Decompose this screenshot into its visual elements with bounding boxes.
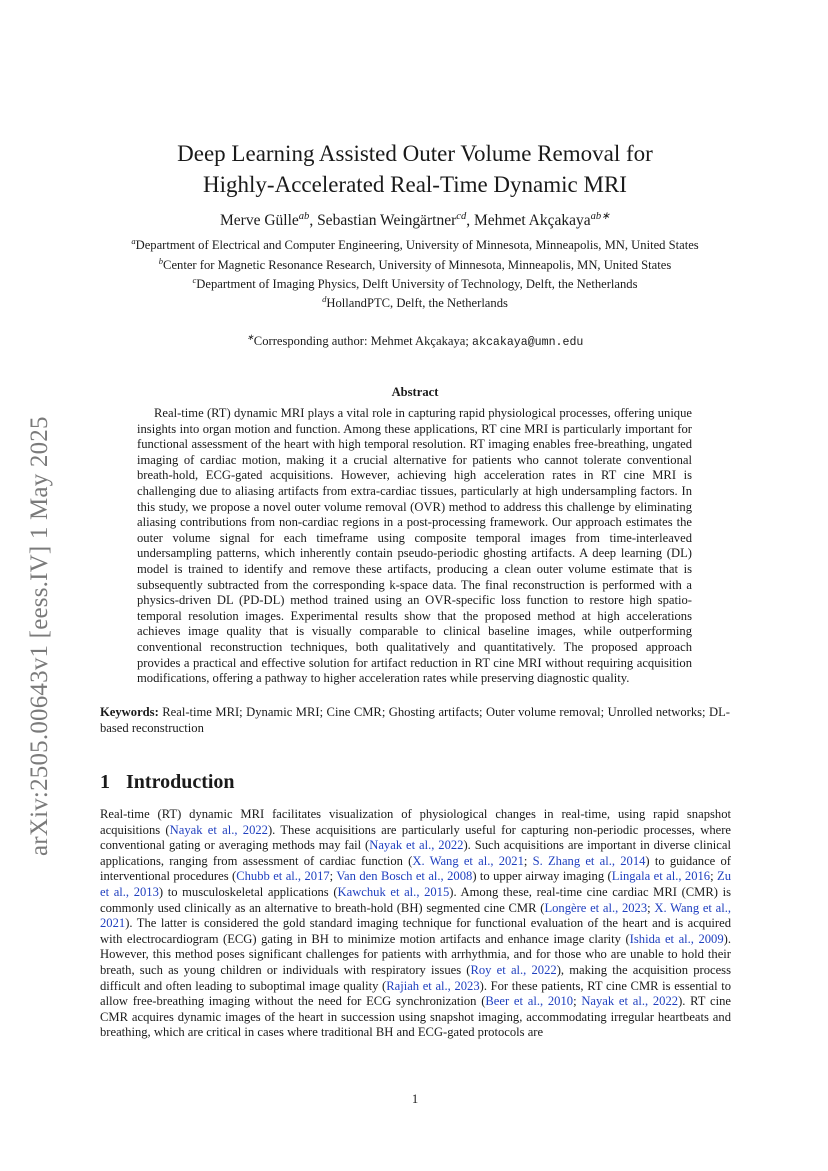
affiliation: $^c$Department of Imaging Physics, Delft University of Technology, Delft, the Netherlands <box>192 274 638 291</box>
arxiv-watermark <box>24 360 64 860</box>
citation-link[interactable]: Kawchuk et al., 2015 <box>337 884 450 899</box>
author: Merve Gülle$^{ab}$, <box>220 210 318 229</box>
intro-text: ; <box>329 869 337 884</box>
intro-text: ). However, this method poses significant challenges for patients with arrhythmia, and for those who are unable to hold their breath, such as young children or individuals with respiratory issues ( <box>100 931 731 977</box>
section-number: 1 <box>100 771 110 793</box>
citation-link[interactable]: Roy et al., 2022 <box>470 962 557 977</box>
intro-text: ). Among these, real-time cine cardiac MRI (CMR) is commonly used clinically as an alternative to breath-hold (BH) segmented cine CMR ( <box>100 884 731 915</box>
citation-link[interactable]: Lingala et al., 2016 <box>611 869 711 884</box>
abstract-body: Real-time (RT) dynamic MRI plays a vital role in capturing rapid physiological processes, offering unique insights into organ motion and function. Among these applications, RT cine MRI is particularly important for functional assessment of the heart with high temporal resolution. RT imaging enables free-breathing, ungated imaging of cardiac motion, making it a crucial alternative for patients who cannot tolerate conventional breath-hold, ECG-gated acquisitions. However, achieving high acceleration rates in RT cine MRI is challenging due to aliasing artifacts from extra-cardiac tissues, particularly at high undersampling factors. In this study, we propose a novel outer volume removal (OVR) method to address this challenge by eliminating aliasing contributions from non-cardiac regions in a post-processing framework. Our approach estimates the outer volume signal for each timeframe using composite temporal images from time-interleaved undersampling patterns, which inherently contain pseudo-periodic ghosting artifacts. A deep learning (DL) model is trained to identify and remove these artifacts, producing a clean outer volume estimate that is subsequently subtracted from the corresponding k-space data. The final reconstruction is performed with a physics-driven DL (PD-DL) method trained using an OVR-specific loss function to restore high spatio-temporal resolution images. Experimental results show that the proposed method at high accelerations achieves image quality that is visually comparable to clinical baseline images, while outperforming conventional reconstruction techniques, both qualitatively and quantitatively. The proposed approach provides a practical and effective solution for artifact reduction in RT cine MRI without requiring acquisition modifications, offering a pathway to higher acceleration rates while preserving diagnostic quality. <box>137 406 692 686</box>
intro-text: ) to musculoskeletal applications ( <box>158 884 338 899</box>
citation-link[interactable]: X. Wang et al., 2021 <box>412 853 524 868</box>
author: Mehmet Akçakaya$^{ab∗}$ <box>473 210 610 229</box>
paper-title <box>100 138 730 200</box>
arxiv-id: arXiv:2505.00643v1 [eess.IV] 1 May 2025 <box>26 416 53 856</box>
author-list <box>100 212 730 230</box>
corresponding-author: ∗Corresponding author: Mehmet Akçakaya; akcakaya@umn.edu <box>246 331 584 349</box>
citation-link[interactable]: Longère et al., 2023 <box>544 900 648 915</box>
intro-text: ), making the acquisition process difficult and often leading to suboptimal image quality ( <box>100 962 731 993</box>
affiliation: $^b$Center for Magnetic Resonance Research, University of Minnesota, Minneapolis, MN, United States <box>158 255 672 272</box>
intro-text: ; <box>647 900 655 915</box>
citation-link[interactable]: Van den Bosch et al., 2008 <box>336 869 473 884</box>
affiliation: $^a$Department of Electrical and Computer Engineering, University of Minnesota, Minneapolis, MN, United States <box>131 235 699 252</box>
intro-text: Real-time (RT) dynamic MRI facilitates visualization of physiological changes in real-time, using rapid snapshot acquisitions ( <box>100 807 731 837</box>
citation-link[interactable]: S. Zhang et al., 2014 <box>532 853 646 868</box>
intro-text: ). These acquisitions are particularly useful for capturing non-periodic processes, where conventional gating or averaging methods may fail ( <box>100 822 731 853</box>
intro-text: ; <box>710 869 717 884</box>
intro-text: ). Such acquisitions are important in diverse clinical applications, ranging from assessment of cardiac function ( <box>100 838 731 868</box>
intro-text: ). For these patients, RT cine CMR is essential to allow free-breathing imaging without the need for ECG synchronization ( <box>100 978 731 1009</box>
page-number: 1 <box>411 1092 419 1106</box>
email-link[interactable]: akcakaya@umn.edu <box>472 336 584 349</box>
intro-text: ; <box>573 994 582 1009</box>
citation-link[interactable]: Zu et al., 2013 <box>100 869 731 899</box>
citation-link[interactable]: X. Wang et al., 2021 <box>100 900 731 931</box>
section-title: Introduction <box>126 771 235 793</box>
intro-text: ; <box>523 853 533 868</box>
section-heading <box>100 771 235 794</box>
intro-text: ). The latter is considered the gold standard imaging technique for functional evaluation of the heart and is acquired with electrocardiogram (ECG) gating in BH to minimize motion artifacts and enhance image clarity ( <box>100 916 731 946</box>
title-line-2: Highly-Accelerated Real-Time Dynamic MRI <box>203 172 627 197</box>
intro-text: ) to upper airway imaging ( <box>472 869 612 884</box>
citation-link[interactable]: Chubb et al., 2017 <box>236 869 330 884</box>
intro-paragraph <box>100 807 731 1041</box>
intro-text: ). RT cine CMR acquires dynamic images of the heart in succession using snapshot imaging, accommodating irregular heartbeats and breathing, which are critical in cases where traditional BH and ECG-gated protocols are <box>100 994 731 1040</box>
author: Sebastian Weingärtner$^{cd}$, <box>317 210 474 229</box>
intro-text: ) to guidance of interventional procedures ( <box>100 853 731 884</box>
citation-link[interactable]: Rajiah et al., 2023 <box>386 978 480 993</box>
keywords-label: Keywords: <box>100 705 159 719</box>
citation-link[interactable]: Nayak et al., 2022 <box>369 838 464 853</box>
keywords <box>100 704 730 736</box>
affiliation: $^d$HollandPTC, Delft, the Netherlands <box>322 293 508 310</box>
keywords-text: Real-time MRI; Dynamic MRI; Cine CMR; Ghosting artifacts; Outer volume removal; Unrolled networks; DL-based reconstruction <box>100 705 730 735</box>
abstract-heading: Abstract <box>391 385 439 399</box>
title-line-1: Deep Learning Assisted Outer Volume Removal for <box>177 141 653 166</box>
citation-link[interactable]: Nayak et al., 2022 <box>581 994 679 1009</box>
citation-link[interactable]: Ishida et al., 2009 <box>629 931 724 946</box>
citation-link[interactable]: Nayak et al., 2022 <box>169 822 268 837</box>
citation-link[interactable]: Beer et al., 2010 <box>485 994 574 1009</box>
